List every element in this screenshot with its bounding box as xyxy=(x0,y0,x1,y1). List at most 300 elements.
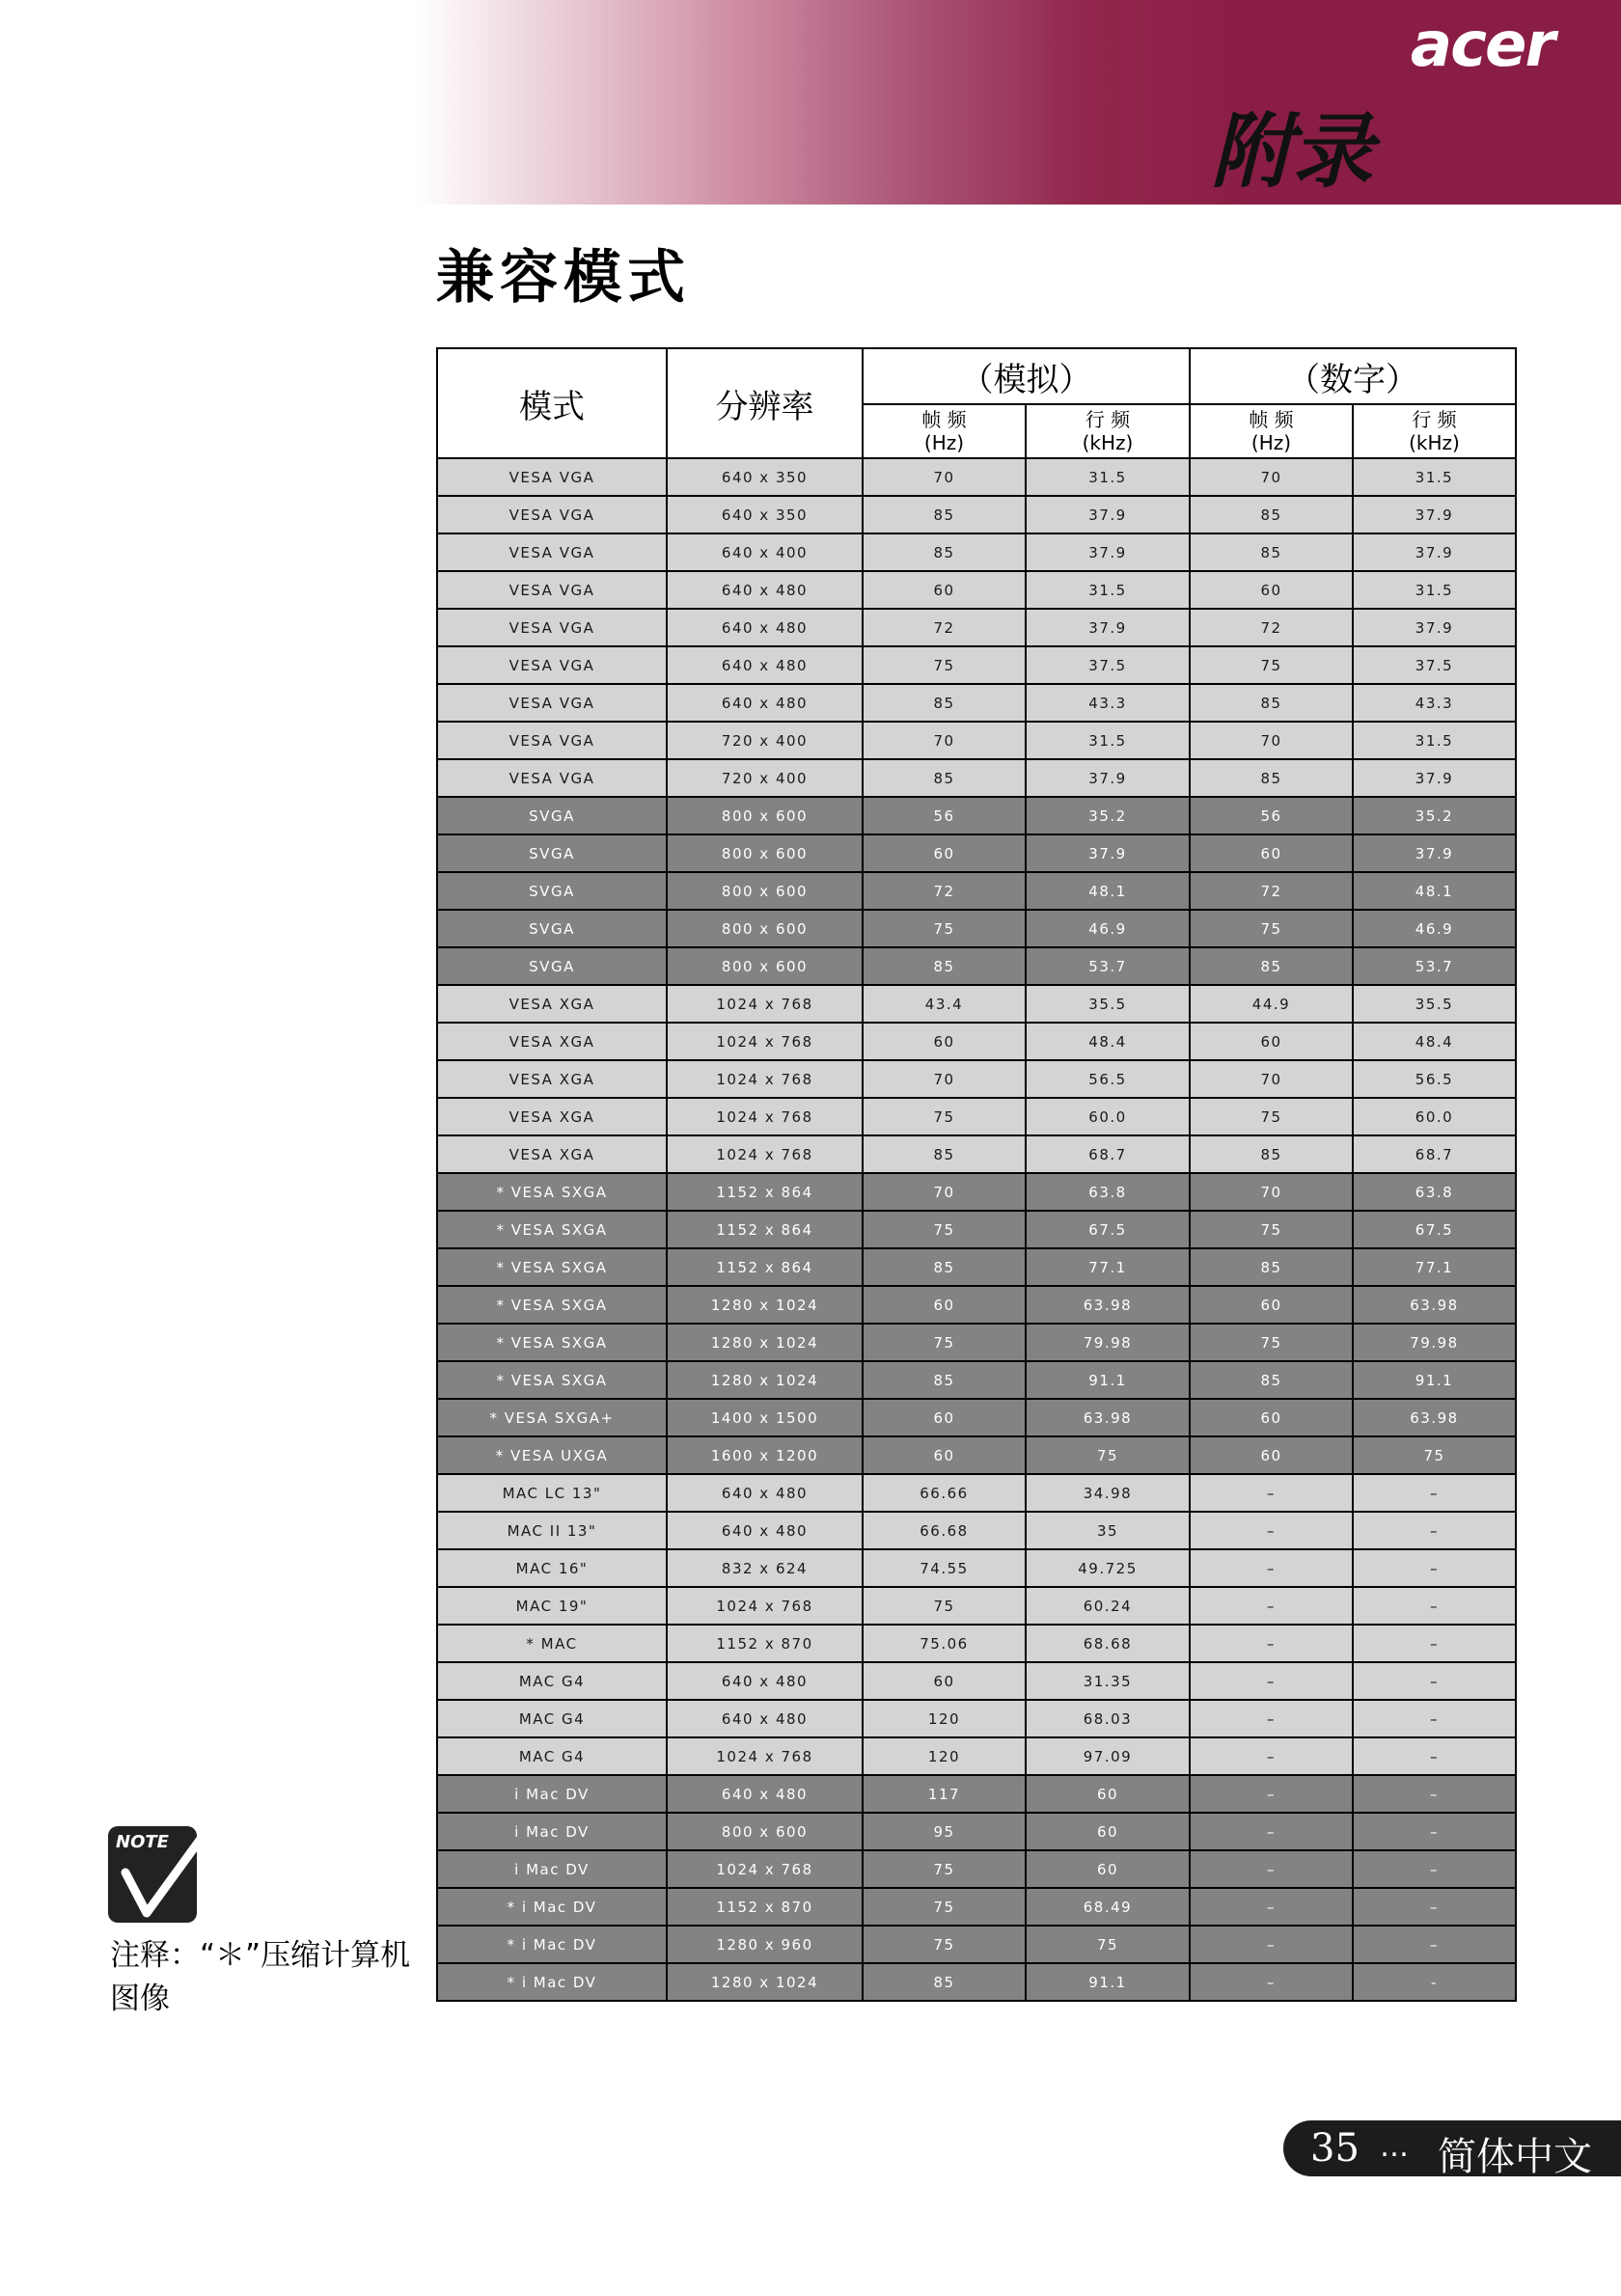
cell-mode: * VESA SXGA xyxy=(437,1211,667,1248)
cell-resolution: 1024 x 768 xyxy=(667,1060,863,1098)
cell-mode: VESA XGA xyxy=(437,985,667,1023)
table-row xyxy=(437,1135,1516,1173)
compatibility-table xyxy=(436,347,1517,2002)
header-analog-hfreq xyxy=(1026,404,1190,458)
table-row xyxy=(437,571,1516,609)
cell-mode: SVGA xyxy=(437,834,667,872)
cell-mode: i Mac DV xyxy=(437,1813,667,1850)
cell-mode: MAC 16" xyxy=(437,1549,667,1587)
cell-analog-vfreq: 75 xyxy=(863,1098,1026,1135)
cell-mode: i Mac DV xyxy=(437,1850,667,1888)
cell-digital-vfreq: 70 xyxy=(1190,1060,1353,1098)
note-box xyxy=(108,1826,197,1923)
cell-analog-vfreq: 75 xyxy=(863,1211,1026,1248)
cell-analog-hfreq: 77.1 xyxy=(1026,1248,1190,1286)
cell-analog-hfreq: 56.5 xyxy=(1026,1060,1190,1098)
cell-digital-vfreq: 75 xyxy=(1190,1324,1353,1361)
cell-resolution: 1280 x 1024 xyxy=(667,1361,863,1399)
table-row xyxy=(437,646,1516,684)
table-row xyxy=(437,1549,1516,1587)
cell-digital-hfreq: 63.98 xyxy=(1353,1399,1516,1436)
cell-digital-vfreq: – xyxy=(1190,1625,1353,1662)
cell-resolution: 1400 x 1500 xyxy=(667,1399,863,1436)
cell-resolution: 1280 x 1024 xyxy=(667,1324,863,1361)
cell-analog-hfreq: 31.5 xyxy=(1026,722,1190,759)
cell-mode: MAC G4 xyxy=(437,1737,667,1775)
cell-analog-hfreq: 37.5 xyxy=(1026,646,1190,684)
cell-resolution: 640 x 350 xyxy=(667,458,863,496)
cell-analog-vfreq: 60 xyxy=(863,1286,1026,1324)
cell-analog-vfreq: 75 xyxy=(863,646,1026,684)
cell-digital-hfreq: 48.1 xyxy=(1353,872,1516,910)
cell-digital-hfreq: 91.1 xyxy=(1353,1361,1516,1399)
header-resolution: 分辨率 xyxy=(667,348,863,458)
header-digital: （数字） xyxy=(1190,348,1516,404)
table-row xyxy=(437,1173,1516,1211)
cell-analog-vfreq: 85 xyxy=(863,1248,1026,1286)
table-row xyxy=(437,797,1516,834)
cell-resolution: 1280 x 1024 xyxy=(667,1286,863,1324)
cell-digital-vfreq: 85 xyxy=(1190,947,1353,985)
header-analog: （模拟） xyxy=(863,348,1190,404)
cell-analog-vfreq: 74.55 xyxy=(863,1549,1026,1587)
cell-mode: * VESA SXGA+ xyxy=(437,1399,667,1436)
cell-resolution: 640 x 480 xyxy=(667,1512,863,1549)
cell-digital-hfreq: – xyxy=(1353,1775,1516,1813)
page-footer xyxy=(1283,2120,1621,2179)
cell-mode: SVGA xyxy=(437,947,667,985)
cell-analog-hfreq: 60 xyxy=(1026,1813,1190,1850)
cell-digital-hfreq: 60.0 xyxy=(1353,1098,1516,1135)
cell-digital-vfreq: 72 xyxy=(1190,872,1353,910)
cell-resolution: 800 x 600 xyxy=(667,834,863,872)
cell-digital-hfreq: 79.98 xyxy=(1353,1324,1516,1361)
cell-mode: * VESA SXGA xyxy=(437,1248,667,1286)
cell-resolution: 640 x 480 xyxy=(667,609,863,646)
cell-mode: * VESA UXGA xyxy=(437,1436,667,1474)
cell-digital-vfreq: 70 xyxy=(1190,458,1353,496)
cell-mode: VESA XGA xyxy=(437,1098,667,1135)
cell-analog-hfreq: 53.7 xyxy=(1026,947,1190,985)
cell-digital-vfreq: 85 xyxy=(1190,1361,1353,1399)
table-body xyxy=(437,458,1516,2001)
table-row xyxy=(437,1775,1516,1813)
cell-digital-hfreq: – xyxy=(1353,1813,1516,1850)
cell-digital-hfreq: 63.8 xyxy=(1353,1173,1516,1211)
cell-digital-hfreq: – xyxy=(1353,1474,1516,1512)
header-unit: (Hz) xyxy=(1250,431,1292,454)
cell-resolution: 720 x 400 xyxy=(667,722,863,759)
cell-analog-hfreq: 35.2 xyxy=(1026,797,1190,834)
cell-analog-hfreq: 67.5 xyxy=(1026,1211,1190,1248)
cell-analog-vfreq: 75 xyxy=(863,1324,1026,1361)
cell-analog-hfreq: 35 xyxy=(1026,1512,1190,1549)
cell-resolution: 640 x 480 xyxy=(667,646,863,684)
cell-digital-hfreq: 67.5 xyxy=(1353,1211,1516,1248)
cell-digital-hfreq: 75 xyxy=(1353,1436,1516,1474)
cell-analog-vfreq: 75 xyxy=(863,1926,1026,1963)
table-row xyxy=(437,910,1516,947)
cell-analog-hfreq: 37.9 xyxy=(1026,533,1190,571)
table-row xyxy=(437,609,1516,646)
cell-digital-vfreq: – xyxy=(1190,1549,1353,1587)
cell-analog-vfreq: 85 xyxy=(863,1963,1026,2001)
cell-digital-hfreq: – xyxy=(1353,1700,1516,1737)
cell-analog-hfreq: 46.9 xyxy=(1026,910,1190,947)
cell-digital-hfreq: – xyxy=(1353,1926,1516,1963)
cell-resolution: 640 x 400 xyxy=(667,533,863,571)
table-row xyxy=(437,1737,1516,1775)
cell-resolution: 1024 x 768 xyxy=(667,1098,863,1135)
cell-resolution: 800 x 600 xyxy=(667,872,863,910)
cell-resolution: 1152 x 864 xyxy=(667,1211,863,1248)
cell-digital-hfreq: 56.5 xyxy=(1353,1060,1516,1098)
table-row xyxy=(437,1888,1516,1926)
cell-resolution: 1024 x 768 xyxy=(667,1135,863,1173)
cell-digital-hfreq: – xyxy=(1353,1512,1516,1549)
cell-analog-hfreq: 37.9 xyxy=(1026,759,1190,797)
table-row xyxy=(437,684,1516,722)
cell-analog-vfreq: 43.4 xyxy=(863,985,1026,1023)
table-row xyxy=(437,722,1516,759)
cell-analog-vfreq: 95 xyxy=(863,1813,1026,1850)
cell-mode: * VESA SXGA xyxy=(437,1286,667,1324)
cell-analog-vfreq: 56 xyxy=(863,797,1026,834)
cell-digital-hfreq: – xyxy=(1353,1888,1516,1926)
cell-resolution: 1024 x 768 xyxy=(667,1587,863,1625)
cell-mode: * VESA SXGA xyxy=(437,1361,667,1399)
cell-digital-vfreq: – xyxy=(1190,1926,1353,1963)
cell-digital-vfreq: 56 xyxy=(1190,797,1353,834)
cell-digital-vfreq: 60 xyxy=(1190,1023,1353,1060)
cell-resolution: 640 x 480 xyxy=(667,684,863,722)
cell-digital-hfreq: – xyxy=(1353,1662,1516,1700)
cell-analog-vfreq: 72 xyxy=(863,872,1026,910)
table-row xyxy=(437,947,1516,985)
cell-digital-vfreq: 85 xyxy=(1190,1135,1353,1173)
cell-analog-hfreq: 68.7 xyxy=(1026,1135,1190,1173)
cell-digital-vfreq: 72 xyxy=(1190,609,1353,646)
cell-analog-hfreq: 60.0 xyxy=(1026,1098,1190,1135)
note-text: 注释：“＊”压缩计算机图像 xyxy=(110,1938,411,2016)
cell-resolution: 1280 x 960 xyxy=(667,1926,863,1963)
header-unit: (Hz) xyxy=(923,431,965,454)
cell-analog-hfreq: 37.9 xyxy=(1026,609,1190,646)
cell-mode: i Mac DV xyxy=(437,1775,667,1813)
cell-analog-hfreq: 37.9 xyxy=(1026,834,1190,872)
cell-digital-hfreq: 53.7 xyxy=(1353,947,1516,985)
cell-digital-hfreq: – xyxy=(1353,1737,1516,1775)
cell-digital-hfreq: 35.5 xyxy=(1353,985,1516,1023)
cell-digital-vfreq: 85 xyxy=(1190,684,1353,722)
cell-analog-vfreq: 85 xyxy=(863,533,1026,571)
table-row xyxy=(437,1060,1516,1098)
cell-digital-hfreq: 35.2 xyxy=(1353,797,1516,834)
page-number: 35 xyxy=(1310,2126,1360,2171)
cell-mode: SVGA xyxy=(437,797,667,834)
cell-mode: VESA VGA xyxy=(437,496,667,533)
cell-digital-hfreq: 43.3 xyxy=(1353,684,1516,722)
cell-resolution: 1152 x 870 xyxy=(667,1888,863,1926)
header-label: 帧 频 xyxy=(1249,408,1294,431)
header-label: 行 频 xyxy=(1085,408,1131,431)
table-row xyxy=(437,1361,1516,1399)
cell-analog-hfreq: 31.5 xyxy=(1026,458,1190,496)
cell-analog-hfreq: 91.1 xyxy=(1026,1963,1190,2001)
cell-resolution: 1152 x 870 xyxy=(667,1625,863,1662)
cell-digital-vfreq: – xyxy=(1190,1587,1353,1625)
table-row xyxy=(437,985,1516,1023)
table-row xyxy=(437,872,1516,910)
cell-resolution: 1600 x 1200 xyxy=(667,1436,863,1474)
language-label: 简体中文 xyxy=(1438,2135,1592,2179)
cell-resolution: 1024 x 768 xyxy=(667,1737,863,1775)
cell-analog-hfreq: 49.725 xyxy=(1026,1549,1190,1587)
cell-resolution: 1024 x 768 xyxy=(667,1850,863,1888)
cell-analog-hfreq: 37.9 xyxy=(1026,496,1190,533)
table-row xyxy=(437,458,1516,496)
cell-analog-vfreq: 60 xyxy=(863,1662,1026,1700)
table-row xyxy=(437,1662,1516,1700)
cell-analog-hfreq: 79.98 xyxy=(1026,1324,1190,1361)
table-row xyxy=(437,1587,1516,1625)
table-row xyxy=(437,1211,1516,1248)
cell-analog-vfreq: 60 xyxy=(863,1436,1026,1474)
cell-digital-vfreq: 85 xyxy=(1190,496,1353,533)
cell-digital-hfreq: 37.9 xyxy=(1353,609,1516,646)
cell-mode: VESA VGA xyxy=(437,722,667,759)
cell-digital-vfreq: 85 xyxy=(1190,759,1353,797)
cell-digital-vfreq: – xyxy=(1190,1775,1353,1813)
cell-analog-vfreq: 70 xyxy=(863,458,1026,496)
cell-digital-hfreq: – xyxy=(1353,1549,1516,1587)
cell-mode: VESA VGA xyxy=(437,458,667,496)
cell-analog-vfreq: 66.66 xyxy=(863,1474,1026,1512)
cell-digital-hfreq: – xyxy=(1353,1850,1516,1888)
cell-digital-hfreq: 63.98 xyxy=(1353,1286,1516,1324)
cell-mode: VESA VGA xyxy=(437,646,667,684)
table-row xyxy=(437,1324,1516,1361)
header-digital-hfreq xyxy=(1353,404,1516,458)
cell-analog-hfreq: 63.98 xyxy=(1026,1399,1190,1436)
cell-analog-hfreq: 60 xyxy=(1026,1775,1190,1813)
cell-analog-hfreq: 35.5 xyxy=(1026,985,1190,1023)
header-label: 帧 频 xyxy=(921,408,967,431)
cell-digital-vfreq: 85 xyxy=(1190,533,1353,571)
cell-resolution: 1024 x 768 xyxy=(667,1023,863,1060)
cell-resolution: 640 x 480 xyxy=(667,1775,863,1813)
cell-resolution: 640 x 480 xyxy=(667,571,863,609)
table-row xyxy=(437,1023,1516,1060)
cell-mode: * MAC xyxy=(437,1625,667,1662)
cell-digital-vfreq: 75 xyxy=(1190,910,1353,947)
cell-analog-vfreq: 60 xyxy=(863,1399,1026,1436)
cell-analog-hfreq: 31.5 xyxy=(1026,571,1190,609)
cell-resolution: 640 x 480 xyxy=(667,1474,863,1512)
section-title: 附录 xyxy=(1211,103,1374,199)
cell-mode: SVGA xyxy=(437,910,667,947)
cell-analog-vfreq: 75 xyxy=(863,1888,1026,1926)
cell-digital-hfreq: 37.9 xyxy=(1353,759,1516,797)
cell-analog-vfreq: 85 xyxy=(863,1361,1026,1399)
table-row xyxy=(437,1625,1516,1662)
acer-logo: acer xyxy=(1410,10,1553,81)
cell-mode: VESA VGA xyxy=(437,684,667,722)
cell-analog-hfreq: 75 xyxy=(1026,1436,1190,1474)
cell-analog-vfreq: 85 xyxy=(863,759,1026,797)
cell-mode: VESA VGA xyxy=(437,571,667,609)
header-analog-vfreq xyxy=(863,404,1026,458)
cell-resolution: 832 x 624 xyxy=(667,1549,863,1587)
cell-mode: VESA VGA xyxy=(437,533,667,571)
cell-digital-vfreq: 60 xyxy=(1190,1436,1353,1474)
cell-digital-vfreq: 70 xyxy=(1190,722,1353,759)
cell-analog-hfreq: 75 xyxy=(1026,1926,1190,1963)
table-row xyxy=(437,1700,1516,1737)
cell-mode: * VESA SXGA xyxy=(437,1324,667,1361)
cell-digital-vfreq: – xyxy=(1190,1700,1353,1737)
cell-analog-vfreq: 120 xyxy=(863,1737,1026,1775)
cell-analog-vfreq: 75 xyxy=(863,1587,1026,1625)
cell-digital-hfreq: 37.9 xyxy=(1353,533,1516,571)
cell-mode: VESA XGA xyxy=(437,1023,667,1060)
cell-digital-vfreq: – xyxy=(1190,1512,1353,1549)
cell-digital-hfreq: 37.5 xyxy=(1353,646,1516,684)
cell-digital-hfreq: 48.4 xyxy=(1353,1023,1516,1060)
cell-mode: MAC G4 xyxy=(437,1700,667,1737)
table-row xyxy=(437,1248,1516,1286)
cell-digital-hfreq: 31.5 xyxy=(1353,458,1516,496)
table-row xyxy=(437,759,1516,797)
cell-digital-vfreq: 75 xyxy=(1190,1098,1353,1135)
cell-digital-hfreq: 31.5 xyxy=(1353,722,1516,759)
cell-resolution: 800 x 600 xyxy=(667,947,863,985)
cell-mode: MAC II 13" xyxy=(437,1512,667,1549)
cell-digital-vfreq: 75 xyxy=(1190,1211,1353,1248)
cell-digital-vfreq: 60 xyxy=(1190,1399,1353,1436)
table-row xyxy=(437,1098,1516,1135)
table-row xyxy=(437,1926,1516,1963)
table-row xyxy=(437,1399,1516,1436)
cell-analog-hfreq: 97.09 xyxy=(1026,1737,1190,1775)
cell-resolution: 640 x 480 xyxy=(667,1662,863,1700)
cell-mode: * i Mac DV xyxy=(437,1926,667,1963)
cell-analog-vfreq: 120 xyxy=(863,1700,1026,1737)
page-title: 兼容模式 xyxy=(436,244,691,312)
cell-analog-vfreq: 60 xyxy=(863,834,1026,872)
cell-digital-hfreq: 68.7 xyxy=(1353,1135,1516,1173)
cell-digital-hfreq: 77.1 xyxy=(1353,1248,1516,1286)
table-row xyxy=(437,1436,1516,1474)
cell-digital-vfreq: 44.9 xyxy=(1190,985,1353,1023)
cell-analog-vfreq: 66.68 xyxy=(863,1512,1026,1549)
cell-digital-vfreq: – xyxy=(1190,1662,1353,1700)
table-row xyxy=(437,496,1516,533)
cell-analog-hfreq: 43.3 xyxy=(1026,684,1190,722)
table-row xyxy=(437,533,1516,571)
table-row xyxy=(437,1286,1516,1324)
cell-resolution: 800 x 600 xyxy=(667,1813,863,1850)
cell-resolution: 1152 x 864 xyxy=(667,1173,863,1211)
cell-resolution: 640 x 480 xyxy=(667,1700,863,1737)
cell-digital-vfreq: 60 xyxy=(1190,834,1353,872)
header-unit: (kHz) xyxy=(1409,431,1460,454)
cell-analog-hfreq: 63.8 xyxy=(1026,1173,1190,1211)
cell-mode: * i Mac DV xyxy=(437,1888,667,1926)
cell-resolution: 1280 x 1024 xyxy=(667,1963,863,2001)
cell-analog-vfreq: 60 xyxy=(863,571,1026,609)
cell-digital-vfreq: – xyxy=(1190,1813,1353,1850)
table-row xyxy=(437,1963,1516,2001)
cell-mode: MAC G4 xyxy=(437,1662,667,1700)
cell-analog-hfreq: 48.1 xyxy=(1026,872,1190,910)
table-row xyxy=(437,1512,1516,1549)
cell-digital-hfreq: 46.9 xyxy=(1353,910,1516,947)
cell-digital-vfreq: 60 xyxy=(1190,1286,1353,1324)
cell-analog-vfreq: 72 xyxy=(863,609,1026,646)
cell-analog-vfreq: 75 xyxy=(863,910,1026,947)
cell-analog-hfreq: 68.03 xyxy=(1026,1700,1190,1737)
table-row xyxy=(437,834,1516,872)
cell-mode: MAC LC 13" xyxy=(437,1474,667,1512)
cell-mode: * i Mac DV xyxy=(437,1963,667,2001)
cell-analog-vfreq: 70 xyxy=(863,1173,1026,1211)
table-row xyxy=(437,1813,1516,1850)
cell-digital-vfreq: – xyxy=(1190,1474,1353,1512)
cell-mode: VESA VGA xyxy=(437,759,667,797)
cell-digital-hfreq: 37.9 xyxy=(1353,834,1516,872)
cell-analog-hfreq: 68.68 xyxy=(1026,1625,1190,1662)
cell-mode: SVGA xyxy=(437,872,667,910)
cell-analog-hfreq: 48.4 xyxy=(1026,1023,1190,1060)
note-label: NOTE xyxy=(116,1832,169,1852)
cell-analog-hfreq: 91.1 xyxy=(1026,1361,1190,1399)
cell-digital-hfreq: – xyxy=(1353,1625,1516,1662)
cell-digital-hfreq: 31.5 xyxy=(1353,571,1516,609)
cell-digital-vfreq: 75 xyxy=(1190,646,1353,684)
cell-analog-vfreq: 70 xyxy=(863,1060,1026,1098)
cell-digital-vfreq: – xyxy=(1190,1737,1353,1775)
cell-digital-hfreq: - xyxy=(1353,1963,1516,2001)
cell-mode: MAC 19" xyxy=(437,1587,667,1625)
cell-analog-vfreq: 85 xyxy=(863,496,1026,533)
cell-digital-hfreq: 37.9 xyxy=(1353,496,1516,533)
header-banner xyxy=(0,0,1621,205)
cell-resolution: 720 x 400 xyxy=(667,759,863,797)
checkmark-icon xyxy=(108,1826,234,1932)
cell-analog-hfreq: 60.24 xyxy=(1026,1587,1190,1625)
cell-digital-vfreq: 60 xyxy=(1190,571,1353,609)
cell-resolution: 1152 x 864 xyxy=(667,1248,863,1286)
cell-analog-hfreq: 63.98 xyxy=(1026,1286,1190,1324)
cell-analog-hfreq: 31.35 xyxy=(1026,1662,1190,1700)
cell-resolution: 800 x 600 xyxy=(667,910,863,947)
cell-analog-hfreq: 60 xyxy=(1026,1850,1190,1888)
cell-digital-hfreq: – xyxy=(1353,1587,1516,1625)
cell-digital-vfreq: 70 xyxy=(1190,1173,1353,1211)
cell-mode: VESA XGA xyxy=(437,1060,667,1098)
cell-mode: * VESA SXGA xyxy=(437,1173,667,1211)
cell-digital-vfreq: – xyxy=(1190,1888,1353,1926)
cell-resolution: 1024 x 768 xyxy=(667,985,863,1023)
cell-analog-hfreq: 68.49 xyxy=(1026,1888,1190,1926)
header-digital-vfreq xyxy=(1190,404,1353,458)
footer-dots: … xyxy=(1380,2130,1409,2164)
cell-analog-vfreq: 85 xyxy=(863,947,1026,985)
table-row xyxy=(437,1850,1516,1888)
cell-analog-vfreq: 70 xyxy=(863,722,1026,759)
header-label: 行 频 xyxy=(1412,408,1457,431)
